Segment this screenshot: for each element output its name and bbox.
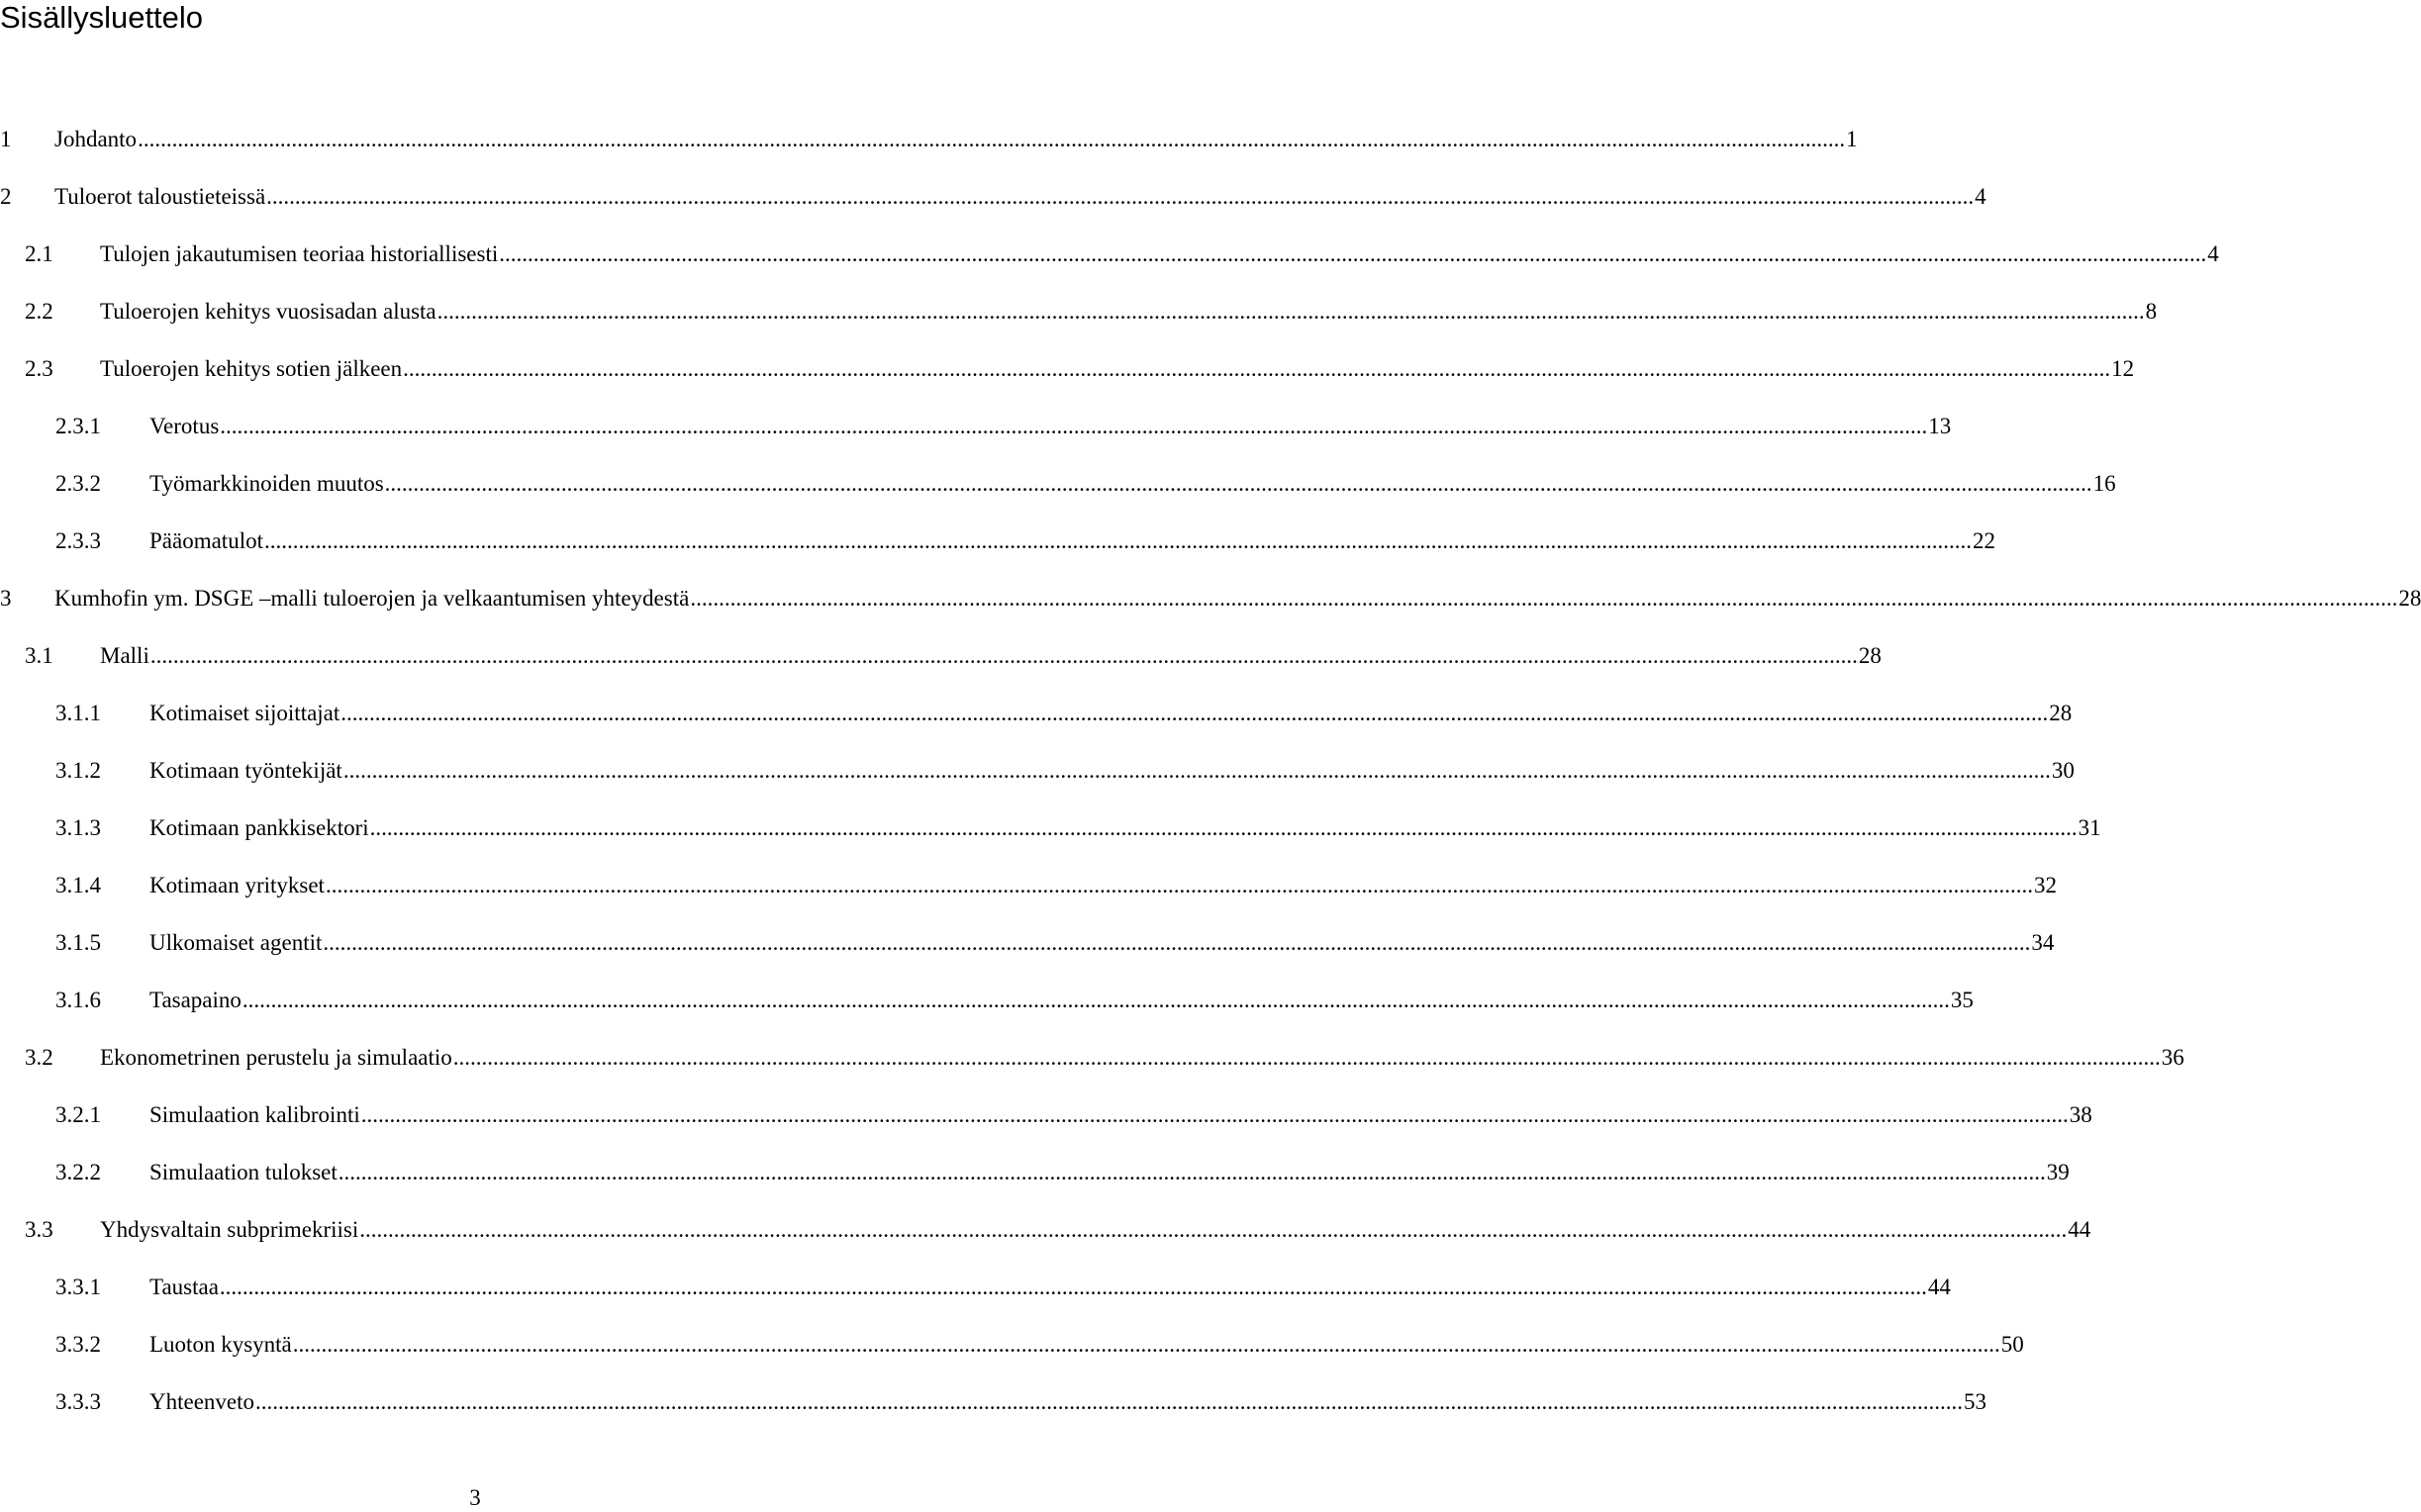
toc-entry-number: 3.1.2 <box>55 758 101 783</box>
toc-entry-page: 50 <box>2000 1332 2024 1357</box>
toc-entry-page: 30 <box>2051 758 2075 783</box>
toc-entry-page: 4 <box>1975 184 1986 209</box>
toc-entry-page: 1 <box>1846 127 1858 151</box>
toc-entry-number: 3.2.1 <box>55 1102 101 1127</box>
dot-leader: ............................................................................................................................................................................................................................................................................................................ <box>340 701 2049 725</box>
toc-entry-page: 12 <box>2111 356 2135 381</box>
dot-leader: ............................................................................................................................................................................................................................................................................................................ <box>436 299 2145 324</box>
toc-entry-number: 3.2.2 <box>55 1160 101 1184</box>
dot-leader: ............................................................................................................................................................................................................................................................................................................ <box>369 815 2078 840</box>
toc-entry-label: Pääomatulot <box>149 528 263 553</box>
toc-entry-number: 1 <box>0 127 12 151</box>
dot-leader: ............................................................................................................................................................................................................................................................................................................ <box>138 127 1846 151</box>
toc-entry-page: 44 <box>2068 1217 2091 1242</box>
toc-entry[interactable] <box>0 583 2421 614</box>
toc-entry-label: Malli <box>100 643 149 668</box>
dot-leader: ............................................................................................................................................................................................................................................................................................................ <box>255 1389 1964 1414</box>
toc-entry-number: 2.3.2 <box>55 471 101 496</box>
toc-entry-label: Kumhofin ym. DSGE –malli tuloerojen ja velkaantumisen yhteydestä <box>54 586 690 611</box>
toc-entry-label: Ulkomaiset agentit <box>149 930 323 955</box>
dot-leader: ............................................................................................................................................................................................................................................................................................................ <box>266 184 1975 209</box>
toc-entry[interactable] <box>25 238 2219 270</box>
toc-entry-number: 3.1.3 <box>55 815 101 840</box>
dot-leader: ............................................................................................................................................................................................................................................................................................................ <box>149 643 1858 668</box>
toc-entry-label: Tuloerot taloustieteissä <box>54 184 266 209</box>
toc-entry-label: Työmarkkinoiden muutos <box>149 471 384 496</box>
toc-entry-label: Yhteenveto <box>149 1389 255 1414</box>
dot-leader: ............................................................................................................................................................................................................................................................................................................ <box>338 1160 2046 1184</box>
toc-entry-page: 22 <box>1972 528 1995 553</box>
toc-entry-label: Tulojen jakautumisen teoriaa historiallisesti <box>100 241 499 266</box>
dot-leader: ............................................................................................................................................................................................................................................................................................................ <box>452 1045 2161 1070</box>
toc-entry-label: Taustaa <box>149 1275 219 1299</box>
toc-entry-page: 28 <box>2398 586 2421 611</box>
dot-leader: ............................................................................................................................................................................................................................................................................................................ <box>384 471 2092 496</box>
toc-entry-number: 3.2 <box>25 1045 53 1070</box>
toc-entry-number: 2 <box>0 184 12 209</box>
toc-entry-page: 38 <box>2069 1102 2092 1127</box>
toc-entry-label: Simulaation kalibrointi <box>149 1102 360 1127</box>
toc-entry[interactable] <box>55 985 1974 1016</box>
toc-entry-page: 28 <box>1858 643 1882 668</box>
toc-entry-label: Luoton kysyntä <box>149 1332 292 1357</box>
page-title: Sisällysluettelo <box>0 0 204 35</box>
toc-entry-label: Simulaation tulokset <box>149 1160 338 1184</box>
toc-entry-page: 34 <box>2031 930 2055 955</box>
toc-entry-page: 28 <box>2049 701 2073 725</box>
toc-entry-number: 3.1.1 <box>55 701 101 725</box>
toc-entry[interactable] <box>55 1099 2092 1131</box>
toc-entry[interactable] <box>55 1157 2070 1188</box>
toc-entry-page: 4 <box>2207 241 2219 266</box>
toc-entry-page: 31 <box>2078 815 2101 840</box>
toc-entry-number: 2.2 <box>25 299 53 324</box>
toc-entry-number: 3.1.6 <box>55 988 101 1012</box>
toc-entry-label: Yhdysvaltain subprimekriisi <box>100 1217 359 1242</box>
dot-leader: ............................................................................................................................................................................................................................................................................................................ <box>323 930 2031 955</box>
toc-entry-number: 2.3 <box>25 356 53 381</box>
dot-leader: ............................................................................................................................................................................................................................................................................................................ <box>220 414 1928 438</box>
toc-entry-label: Johdanto <box>54 127 138 151</box>
toc-entry-number: 2.1 <box>25 241 53 266</box>
toc-entry-label: Kotimaiset sijoittajat <box>149 701 340 725</box>
toc-entry[interactable] <box>25 640 1882 672</box>
dot-leader: ............................................................................................................................................................................................................................................................................................................ <box>242 988 1950 1012</box>
toc-entry-page: 36 <box>2161 1045 2184 1070</box>
toc-entry-page: 39 <box>2046 1160 2070 1184</box>
toc-entry[interactable] <box>55 1329 2024 1361</box>
toc-entry-number: 3.3 <box>25 1217 53 1242</box>
toc-entry[interactable] <box>25 1042 2184 1074</box>
toc-entry[interactable] <box>0 124 1858 155</box>
toc-entry-label: Kotimaan yritykset <box>149 873 325 898</box>
toc-entry[interactable] <box>55 812 2101 844</box>
toc-entry-label: Tuloerojen kehitys sotien jälkeen <box>100 356 403 381</box>
toc-entry[interactable] <box>55 698 2073 729</box>
toc-entry-page: 16 <box>2092 471 2116 496</box>
dot-leader: ............................................................................................................................................................................................................................................................................................................ <box>359 1217 2068 1242</box>
toc-entry-number: 3.1.4 <box>55 873 101 898</box>
dot-leader: ............................................................................................................................................................................................................................................................................................................ <box>403 356 2111 381</box>
toc-entry-number: 3 <box>0 586 12 611</box>
toc-entry-number: 3.1.5 <box>55 930 101 955</box>
dot-leader: ............................................................................................................................................................................................................................................................................................................ <box>690 586 2398 611</box>
toc-entry-number: 2.3.1 <box>55 414 101 438</box>
toc-entry-page: 35 <box>1950 988 1974 1012</box>
dot-leader: ............................................................................................................................................................................................................................................................................................................ <box>263 528 1972 553</box>
toc-entry-number: 3.3.1 <box>55 1275 101 1299</box>
dot-leader: ............................................................................................................................................................................................................................................................................................................ <box>499 241 2207 266</box>
toc-entry[interactable] <box>55 870 2057 901</box>
toc-entry[interactable] <box>25 296 2158 328</box>
toc-entry-label: Tasapaino <box>149 988 242 1012</box>
toc-entry-number: 3.1 <box>25 643 53 668</box>
toc-entry-label: Kotimaan pankkisektori <box>149 815 369 840</box>
toc-entry-label: Tuloerojen kehitys vuosisadan alusta <box>100 299 436 324</box>
toc-entry[interactable] <box>55 1386 1987 1418</box>
dot-leader: ............................................................................................................................................................................................................................................................................................................ <box>325 873 2033 898</box>
toc-entry[interactable] <box>55 1272 1951 1303</box>
dot-leader: ............................................................................................................................................................................................................................................................................................................ <box>360 1102 2069 1127</box>
dot-leader: ............................................................................................................................................................................................................................................................................................................ <box>292 1332 2000 1357</box>
toc-entry[interactable] <box>0 181 1986 213</box>
toc-entry[interactable] <box>55 525 1995 557</box>
toc-entry-page: 8 <box>2145 299 2158 324</box>
toc-entry[interactable] <box>25 353 2135 385</box>
toc-entry[interactable] <box>25 1214 2091 1246</box>
toc-entry[interactable] <box>55 411 1952 442</box>
toc-entry[interactable] <box>55 927 2055 959</box>
dot-leader: ............................................................................................................................................................................................................................................................................................................ <box>219 1275 1927 1299</box>
page-number: 3 <box>469 1485 481 1510</box>
toc-entry-page: 44 <box>1927 1275 1951 1299</box>
toc-entry-label: Verotus <box>149 414 220 438</box>
toc-entry-number: 3.3.3 <box>55 1389 101 1414</box>
toc-entry-page: 32 <box>2033 873 2057 898</box>
toc-entry-number: 3.3.2 <box>55 1332 101 1357</box>
toc-entry-page: 13 <box>1928 414 1952 438</box>
toc-entry[interactable] <box>55 755 2075 787</box>
toc-entry-label: Kotimaan työntekijät <box>149 758 342 783</box>
toc-entry-page: 53 <box>1964 1389 1987 1414</box>
toc-entry-number: 2.3.3 <box>55 528 101 553</box>
toc-entry[interactable] <box>55 468 2116 500</box>
dot-leader: ............................................................................................................................................................................................................................................................................................................ <box>342 758 2051 783</box>
toc-entry-label: Ekonometrinen perustelu ja simulaatio <box>100 1045 452 1070</box>
